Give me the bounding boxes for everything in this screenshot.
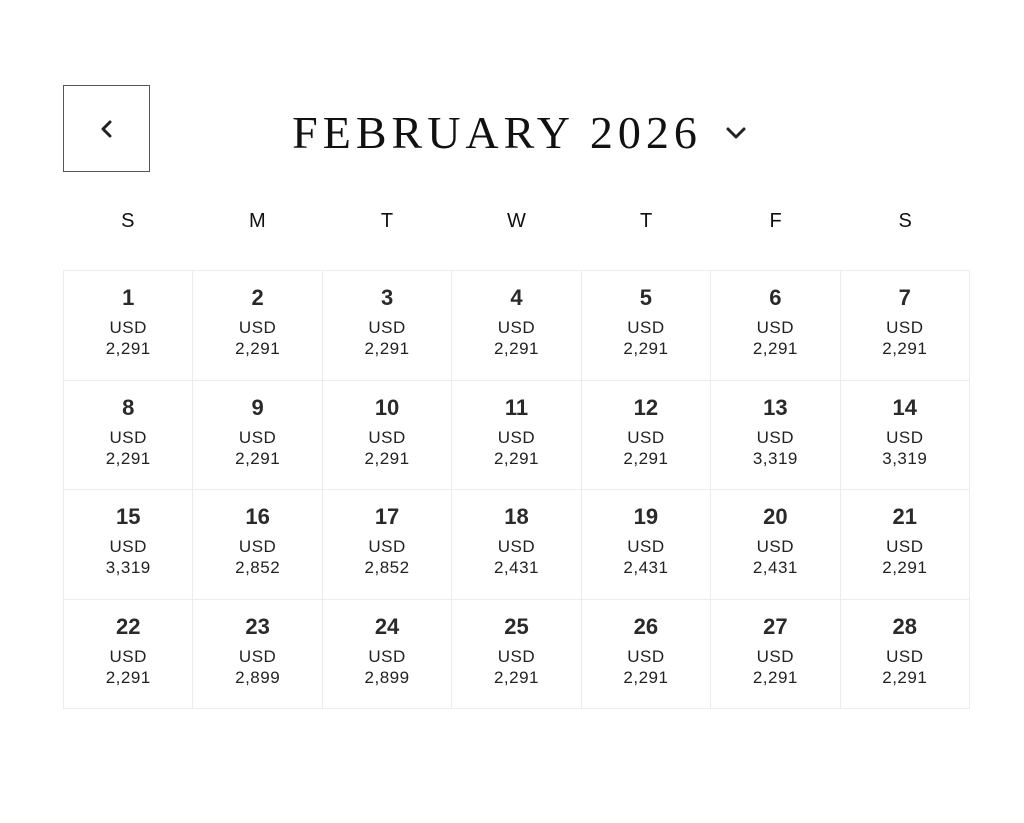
day-number: 9 (251, 394, 264, 420)
price-amount: 2,291 (752, 667, 798, 687)
price-amount: 2,291 (493, 339, 540, 358)
price-amount: 2,291 (752, 339, 798, 358)
price-currency: USD (886, 427, 924, 447)
day-number: 1 (122, 285, 135, 310)
day-number: 17 (374, 504, 400, 529)
price-amount: 2,291 (235, 339, 281, 358)
day-cell[interactable] (841, 490, 970, 600)
day-cell[interactable] (193, 600, 322, 710)
price-currency: USD (238, 318, 277, 337)
price-currency: USD (497, 537, 536, 556)
price-currency: USD (886, 537, 924, 556)
day-cell[interactable] (323, 600, 452, 710)
day-number: 2 (251, 285, 264, 310)
price-amount: 2,291 (623, 448, 669, 468)
price-amount: 2,291 (882, 558, 928, 577)
day-cell[interactable] (711, 490, 840, 600)
day-number: 20 (763, 504, 788, 529)
price-currency: USD (756, 537, 795, 556)
price-amount: 2,291 (105, 339, 151, 358)
day-cell[interactable] (841, 271, 970, 381)
day-cell[interactable] (64, 490, 193, 600)
price-amount: 2,291 (493, 448, 540, 468)
day-cell[interactable] (452, 381, 581, 491)
price-amount: 2,291 (882, 667, 928, 687)
weekday-label: T (639, 210, 653, 232)
price-amount: 2,899 (235, 667, 281, 687)
price-currency: USD (238, 427, 277, 447)
price-currency: USD (756, 646, 795, 666)
day-cell[interactable] (452, 600, 581, 710)
day-number: 3 (380, 285, 394, 310)
day-number: 26 (633, 613, 659, 639)
day-cell[interactable] (323, 490, 452, 600)
day-number: 11 (504, 394, 529, 420)
weekday-label: F (769, 210, 782, 232)
day-number: 21 (892, 504, 918, 529)
price-currency: USD (109, 427, 147, 447)
day-number: 4 (510, 285, 523, 310)
weekday-label: S (898, 210, 912, 232)
price-amount: 2,291 (882, 339, 928, 358)
price-amount: 2,852 (364, 558, 410, 577)
day-number: 8 (122, 394, 135, 420)
price-currency: USD (368, 646, 406, 666)
day-cell[interactable] (582, 600, 711, 710)
day-cell[interactable] (452, 271, 581, 381)
price-currency: USD (497, 646, 536, 666)
price-amount: 2,899 (364, 667, 410, 687)
price-currency: USD (238, 537, 277, 556)
day-number: 15 (115, 504, 141, 529)
day-number: 13 (763, 394, 788, 420)
day-number: 19 (633, 504, 659, 529)
weekday-label: S (121, 210, 135, 232)
price-amount: 2,291 (235, 448, 281, 468)
price-currency: USD (368, 427, 406, 447)
day-cell[interactable] (452, 490, 581, 600)
price-amount: 2,431 (623, 558, 669, 577)
price-currency: USD (627, 646, 665, 666)
price-amount: 3,319 (105, 558, 151, 577)
day-number: 27 (763, 613, 788, 639)
day-cell[interactable] (193, 271, 322, 381)
price-amount: 3,319 (752, 448, 798, 468)
price-currency: USD (109, 646, 147, 666)
price-amount: 2,291 (623, 667, 669, 687)
calendar-grid (63, 270, 970, 709)
price-amount: 2,291 (493, 667, 540, 687)
price-currency: USD (627, 537, 665, 556)
day-number: 6 (769, 285, 782, 310)
price-amount: 2,431 (493, 558, 540, 577)
price-amount: 2,291 (364, 339, 410, 358)
price-currency: USD (497, 427, 536, 447)
day-number: 28 (892, 613, 918, 639)
month-title: FEBRUARY 2026 (292, 107, 702, 158)
day-cell[interactable] (841, 600, 970, 710)
price-currency: USD (756, 318, 795, 337)
price-currency: USD (109, 318, 147, 337)
month-selector[interactable] (0, 98, 1024, 168)
weekday-label: T (380, 210, 394, 232)
price-amount: 2,291 (623, 339, 669, 358)
day-number: 10 (374, 394, 400, 420)
price-currency: USD (627, 427, 665, 447)
day-number: 24 (374, 613, 400, 639)
day-cell[interactable] (582, 271, 711, 381)
price-currency: USD (627, 318, 665, 337)
price-currency: USD (886, 646, 924, 666)
day-cell[interactable] (711, 381, 840, 491)
day-number: 5 (639, 285, 653, 310)
price-currency: USD (886, 318, 924, 337)
price-amount: 2,852 (235, 558, 281, 577)
day-cell[interactable] (64, 271, 193, 381)
chevron-down-icon (724, 125, 748, 141)
day-number: 7 (898, 285, 911, 310)
weekday-label: M (249, 210, 266, 232)
day-cell[interactable] (582, 490, 711, 600)
day-cell[interactable] (711, 600, 840, 710)
day-cell[interactable] (193, 490, 322, 600)
weekday-label: W (507, 210, 526, 232)
day-number: 16 (245, 504, 270, 529)
weekday-header (63, 205, 970, 237)
price-currency: USD (756, 427, 795, 447)
day-number: 14 (892, 394, 918, 420)
price-amount: 2,291 (105, 667, 151, 687)
price-currency: USD (368, 318, 406, 337)
day-cell[interactable] (193, 381, 322, 491)
day-number: 22 (115, 613, 141, 639)
price-amount: 2,291 (105, 448, 151, 468)
day-cell[interactable] (711, 271, 840, 381)
price-currency: USD (109, 537, 147, 556)
day-number: 12 (633, 394, 659, 420)
day-cell[interactable] (323, 381, 452, 491)
day-cell[interactable] (64, 600, 193, 710)
day-cell[interactable] (64, 381, 193, 491)
price-currency: USD (238, 646, 277, 666)
day-cell[interactable] (582, 381, 711, 491)
day-number: 25 (504, 613, 529, 639)
day-number: 23 (245, 613, 270, 639)
day-number: 18 (504, 504, 529, 529)
price-amount: 2,291 (364, 448, 410, 468)
price-amount: 3,319 (882, 448, 928, 468)
day-cell[interactable] (323, 271, 452, 381)
day-cell[interactable] (841, 381, 970, 491)
price-currency: USD (368, 537, 406, 556)
price-amount: 2,431 (752, 558, 798, 577)
price-currency: USD (497, 318, 536, 337)
